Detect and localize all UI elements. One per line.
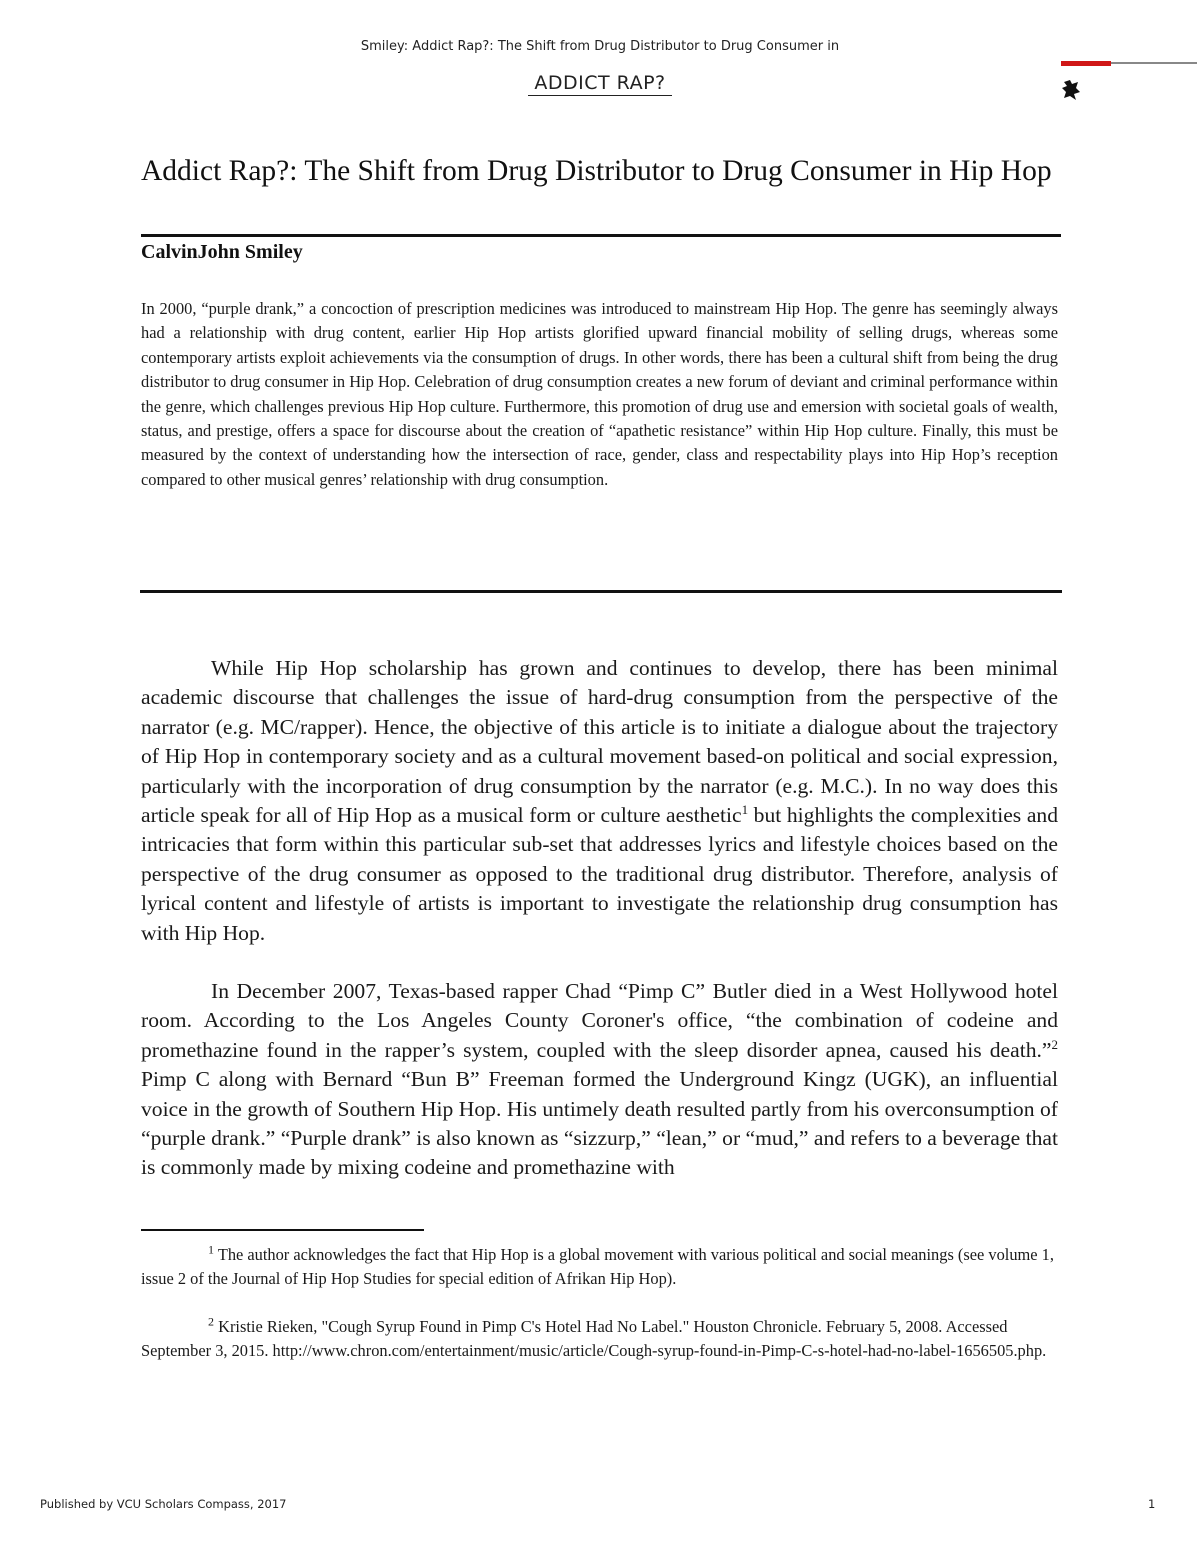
body-text: In December 2007, Texas-based rapper Chad “Pimp C” Butler died in a West Hollywood hotel room. According to the Los Angeles County Coroner's office, “the combination of codeine and promethazine found in the rapper’s system, coupled with the sleep disorder apnea, caused his death.”	[141, 979, 1058, 1062]
body-text: While Hip Hop scholarship has grown and continues to develop, there has been minimal academic discourse that challenges the issue of hard-drug consumption from the perspective of the narrator (e.g. MC/rapper). Hence, the objective of this article is to initiate a dialogue about the trajectory of Hip Hop in contemporary society and as a cultural movement based-on political and social expression, particularly with the incorporation of drug consumption by the narrator (e.g. M.C.). In no way does this article speak for all of Hip Hop as a musical form or culture aesthetic	[141, 656, 1058, 828]
footnote-number: 1	[208, 1242, 214, 1257]
title-rule	[141, 234, 1061, 237]
accent-red-bar	[1061, 61, 1111, 66]
body-text: but highlights the complexities and intricacies that form within this particular sub-set that addresses lyrics and lifestyle choices based on the perspective of the drug consumer as opposed to the traditional drug distributor. Therefore, analysis of lyrical content and lifestyle of artists is important to investigate the relationship drug consumption has with Hip Hop.	[141, 803, 1058, 945]
footnote-rule	[141, 1229, 424, 1231]
footnote-ref-1[interactable]: 1	[741, 801, 749, 817]
running-head: Smiley: Addict Rap?: The Shift from Drug Distributor to Drug Consumer in	[360, 39, 840, 54]
author-name: CalvinJohn Smiley	[141, 241, 303, 263]
footnote-number: 2	[208, 1314, 214, 1329]
abstract-rule	[140, 590, 1062, 593]
short-title-text: ADDICT RAP?	[528, 72, 671, 96]
footnote-ref-2[interactable]: 2	[1051, 1036, 1058, 1052]
publisher-footer: Published by VCU Scholars Compass, 2017	[40, 1497, 287, 1511]
footnote-1	[141, 1243, 1058, 1291]
short-title	[0, 72, 1200, 94]
footnote-text: Kristie Rieken, "Cough Syrup Found in Pimp C's Hotel Had No Label." Houston Chronicle. February 5, 2008. Accessed September 3, 2015. http://www.chron.com/entertainment/music/article/Cough-syrup-found-in-Pimp-C-s-hotel-had-no-label-1656505.php.	[141, 1317, 1047, 1361]
article-title: Addict Rap?: The Shift from Drug Distributor to Drug Consumer in Hip Hop	[141, 155, 1052, 187]
abstract: In 2000, “purple drank,” a concoction of prescription medicines was introduced to mainstream Hip Hop. The genre has seemingly always had a relationship with drug content, earlier Hip Hop artists glorified upward financial mobility of selling drugs, whereas some contemporary artists exploit achievements via the consumption of drugs. In other words, there has been a cultural shift from being the drug distributor to drug consumer in Hip Hop. Celebration of drug consumption creates a new forum of deviant and criminal performance within the genre, which challenges previous Hip Hop culture. Furthermore, this promotion of drug use and emersion with societal goals of wealth, status, and prestige, offers a space for discourse about the creation of “apathetic resistance” within Hip Hop culture. Finally, this must be measured by the context of understanding how the intersection of race, gender, class and respectability plays into Hip Hop’s reception compared to other musical genres’ relationship with drug consumption.	[141, 299, 1058, 489]
grey-rule	[1111, 62, 1197, 64]
body-text: Pimp C along with Bernard “Bun B” Freeman formed the Underground Kingz (UGK), an influential voice in the growth of Southern Hip Hop. His untimely death resulted partly from his overconsumption of “purple drank.” “Purple drank” is also known as “sizzurp,” “lean,” or “mud,” and refers to a beverage that is commonly made by mixing codeine and promethazine with	[141, 1067, 1058, 1180]
decorative-glyph-icon	[1060, 78, 1082, 102]
footnote-2	[141, 1315, 1058, 1363]
decorative-glyph-svg	[1060, 78, 1082, 102]
body-paragraph-1	[141, 654, 1058, 948]
footnote-text: The author acknowledges the fact that Hip Hop is a global movement with various political and social meanings (see volume 1, issue 2 of the Journal of Hip Hop Studies for special edition of Afrikan Hip Hop).	[141, 1245, 1054, 1289]
page-number: 1	[1148, 1497, 1156, 1511]
body-paragraph-2	[141, 977, 1058, 1183]
